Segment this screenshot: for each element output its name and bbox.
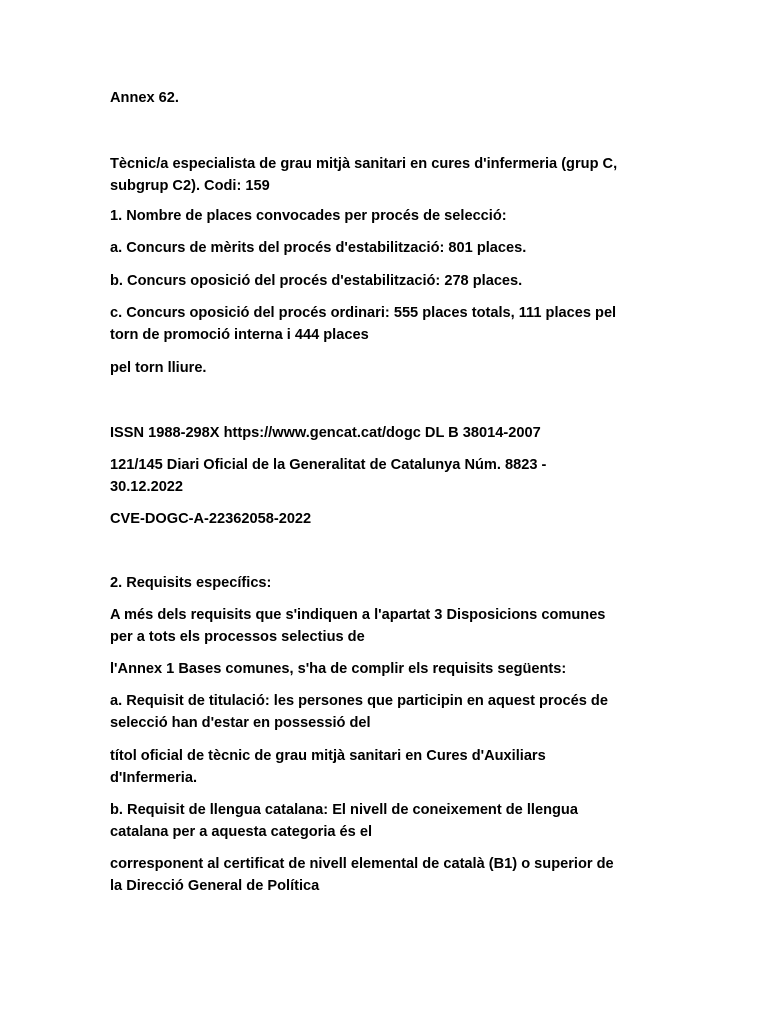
diari-line-text: 121/145 Diari Oficial de la Generalitat de Catalunya Núm. 8823 - bbox=[110, 457, 547, 473]
requirement-b-line: catalana per a aquesta categoria és el bbox=[110, 824, 373, 840]
requirement-a-continuation bbox=[110, 745, 670, 789]
requirements-intro-continuation bbox=[110, 658, 670, 680]
item-c-line: torn de promoció interna i 444 places bbox=[110, 327, 369, 343]
issn-line bbox=[110, 422, 670, 444]
job-title bbox=[110, 153, 670, 197]
job-title-line: subgrup C2). Codi: 159 bbox=[110, 178, 270, 194]
section2-heading bbox=[110, 572, 670, 594]
job-title-line: Tècnic/a especialista de grau mitjà sanitari en cures d'infermeria (grup C, bbox=[110, 156, 618, 172]
requirement-a-line: d'Infermeria. bbox=[110, 770, 198, 786]
requirement-a-line: selecció han d'estar en possessió del bbox=[110, 715, 371, 731]
requirement-a-line: títol oficial de tècnic de grau mitjà sanitari en Cures d'Auxiliars bbox=[110, 748, 546, 764]
requirement-a-line: a. Requisit de titulació: les persones que participin en aquest procés de bbox=[110, 693, 608, 709]
requirement-b-line: b. Requisit de llengua catalana: El nivell de coneixement de llengua bbox=[110, 802, 578, 818]
requirements-intro-line: A més dels requisits que s'indiquen a l'apartat 3 Disposicions comunes bbox=[110, 607, 606, 623]
requirement-b-line: corresponent al certificat de nivell elemental de català (B1) o superior de bbox=[110, 856, 614, 872]
diari-line-text: 30.12.2022 bbox=[110, 479, 184, 495]
requirements-intro bbox=[110, 604, 670, 648]
requirement-b-continuation bbox=[110, 853, 670, 897]
item-c bbox=[110, 302, 670, 346]
section1-heading-text: 1. Nombre de places convocades per procés de selecció: bbox=[110, 208, 507, 224]
section2-heading-text: 2. Requisits específics: bbox=[110, 575, 272, 591]
diari-line bbox=[110, 454, 670, 498]
requirement-b-line: la Direcció General de Política bbox=[110, 878, 320, 894]
item-a-text: a. Concurs de mèrits del procés d'estabilització: 801 places. bbox=[110, 240, 527, 256]
item-c-line: c. Concurs oposició del procés ordinari: 555 places totals, 111 places pel bbox=[110, 305, 617, 321]
requirements-intro-line: l'Annex 1 Bases comunes, s'ha de complir els requisits següents: bbox=[110, 661, 567, 677]
requirements-intro-line: per a tots els processos selectius de bbox=[110, 629, 365, 645]
item-c-continuation bbox=[110, 357, 670, 379]
requirement-b bbox=[110, 799, 670, 843]
requirement-a bbox=[110, 690, 670, 734]
item-a bbox=[110, 237, 670, 259]
item-b bbox=[110, 270, 670, 292]
section1-heading bbox=[110, 205, 670, 227]
issn-text: ISSN 1988-298X https://www.gencat.cat/dogc DL B 38014-2007 bbox=[110, 425, 541, 441]
annex-title-text: Annex 62. bbox=[110, 90, 179, 106]
item-b-text: b. Concurs oposició del procés d'estabilització: 278 places. bbox=[110, 273, 523, 289]
item-c-line: pel torn lliure. bbox=[110, 360, 207, 376]
cve-line bbox=[110, 508, 670, 530]
annex-title bbox=[110, 87, 670, 109]
cve-text: CVE-DOGC-A-22362058-2022 bbox=[110, 511, 312, 527]
